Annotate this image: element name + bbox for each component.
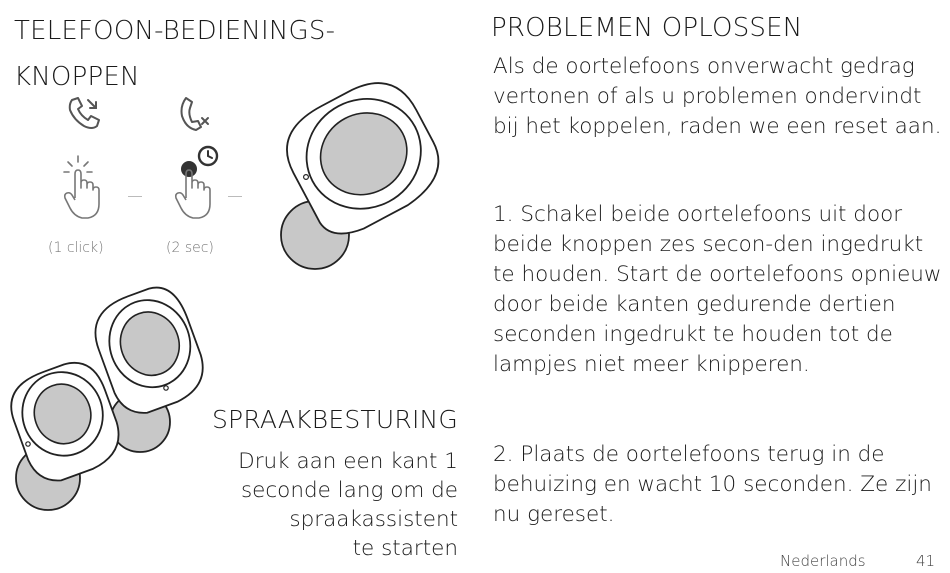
voice-control-line: Druk aan een kant 1 [238, 449, 458, 474]
earbud-icon [270, 85, 450, 270]
single-click-label: (1 click) [48, 240, 104, 256]
troubleshooting-intro: Als de oortelefoons onverwacht gedrag vertonen of als u problemen ondervindt bij het koppelen, raden we een reset aan. [493, 54, 942, 139]
troubleshooting-step-2: 2. Plaats de oortelefoons terug in de behuizing en wacht 10 seconden. Ze zijn nu gereset. [493, 442, 932, 527]
phone-controls-heading-line2: KNOPPEN [14, 62, 140, 92]
separator-dash [128, 196, 142, 197]
voice-control-line: spraakassistent [289, 507, 458, 532]
footer-language: Nederlands [780, 552, 866, 570]
voice-control-heading: SPRAAKBESTURING [211, 405, 458, 434]
voice-control-line: seconde lang om de [240, 478, 458, 503]
phone-answer-icon [64, 94, 104, 134]
hold-duration-label: (2 sec) [166, 240, 214, 256]
separator-dash [228, 196, 242, 197]
voice-control-line: te starten [352, 536, 458, 561]
page-number: 41 [916, 552, 936, 570]
voice-control-text [180, 447, 458, 563]
earbud-icon [8, 360, 118, 525]
phone-controls-heading-line1: TELEFOON-BEDIENINGS- [14, 16, 336, 46]
troubleshooting-step-1: 1. Schakel beide oortelefoons uit door beide knoppen zes secon-den ingedrukt te houden. Start de oortelefoons opnieuw door beide kanten gedurende dertien seconden ingedrukt te houden tot de lampjes niet meer knipperen. [493, 202, 942, 377]
hand-hold-icon [166, 144, 226, 222]
phone-reject-icon [174, 94, 214, 134]
hand-tap-icon [56, 150, 106, 222]
troubleshooting-heading: PROBLEMEN OPLOSSEN [491, 13, 803, 43]
